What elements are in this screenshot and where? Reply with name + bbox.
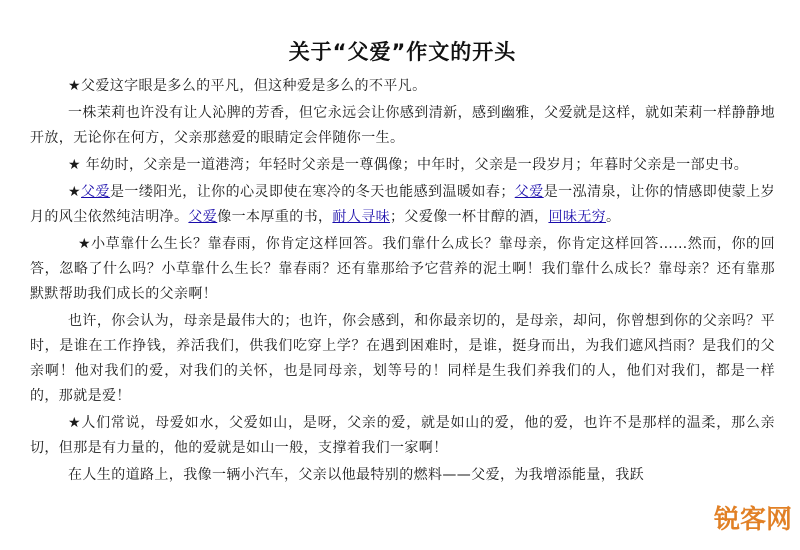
- paragraph: [30, 74, 775, 99]
- keyword-link[interactable]: 父爱: [81, 184, 110, 200]
- keyword-link[interactable]: 父爱: [514, 184, 544, 200]
- watermark-logo: 锐客网: [713, 505, 792, 535]
- paragraph: [30, 463, 775, 488]
- paragraph-text: 。: [606, 209, 621, 225]
- paragraph-text: 像一本厚重的书，: [217, 209, 333, 225]
- paragraph-text: 也许，你会认为，母亲是最伟大的；也许，你会感到，和你最亲切的，是母亲，却问，你曾想到你的父亲吗？平时，是谁在工作挣钱，养活我们，供我们吃穿上学？在遇到困难时，是谁，挺身而出，为我们遮风挡雨？是我们的父亲啊！他对我们的爱，对我们的关怀，也是同母亲，划等号的！同样是生我们养我们的人，他们对我们，都是一样的，那就是爱！: [30, 313, 775, 404]
- document: [30, 0, 775, 490]
- article-body: [30, 74, 775, 488]
- paragraph-text: ★ 年幼时，父亲是一道港湾；年轻时父亲是一尊偶像；中年时，父亲是一段岁月；年暮时父亲是一部史书。: [68, 157, 749, 173]
- paragraph: [30, 180, 775, 230]
- paragraph: [30, 153, 775, 178]
- paragraph: [30, 309, 775, 409]
- keyword-link[interactable]: 父爱: [188, 209, 218, 225]
- paragraph-text: 在人生的道路上，我像一辆小汽车，父亲以他最特别的燃料——父爱，为我增添能量，我跃: [68, 467, 644, 483]
- keyword-link[interactable]: 回味无穷: [548, 209, 607, 225]
- paragraph-text: ；父爱像一杯甘醇的酒，: [390, 209, 549, 225]
- paragraph: [30, 232, 775, 307]
- paragraph-text: ★小草靠什么生长？靠春雨，你肯定这样回答。我们靠什么成长？靠母亲，你肯定这样回答……然而，你的回答，忽略了什么吗？小草靠什么生长？靠春雨？还有靠那给予它营养的泥土啊！我们靠什么成长？靠母亲？还有靠那默默帮助我们成长的父亲啊！: [30, 236, 775, 302]
- paragraph-text: 一株茉莉也许没有让人沁脾的芳香，但它永远会让你感到清新，感到幽雅，父爱就是这样，就如茉莉一样静静地开放，无论你在何方，父亲那慈爱的眼睛定会伴随你一生。: [30, 105, 775, 146]
- paragraph-text: ★人们常说，母爱如水，父爱如山，是呀，父亲的爱，就是如山的爱，他的爱，也许不是那样的温柔，那么亲切，但那是有力量的，他的爱就是如山一般，支撑着我们一家啊！: [30, 415, 775, 456]
- paragraph-text: ★父爱这字眼是多么的平凡，但这种爱是多么的不平凡。: [68, 78, 427, 94]
- page-title: 关于“父爱”作文的开头: [288, 40, 517, 64]
- paragraph: [30, 411, 775, 461]
- paragraph-text: 是一缕阳光，让你的心灵即使在寒冷的冬天也能感到温暖如春；: [109, 184, 515, 200]
- paragraph-text: 是一泓清泉，让你的情感即使蒙上岁月的风尘依然纯洁明净。: [30, 184, 775, 225]
- paragraph: [30, 101, 775, 151]
- keyword-link[interactable]: 耐人寻味: [332, 209, 391, 225]
- paragraph-text: ★: [68, 184, 82, 200]
